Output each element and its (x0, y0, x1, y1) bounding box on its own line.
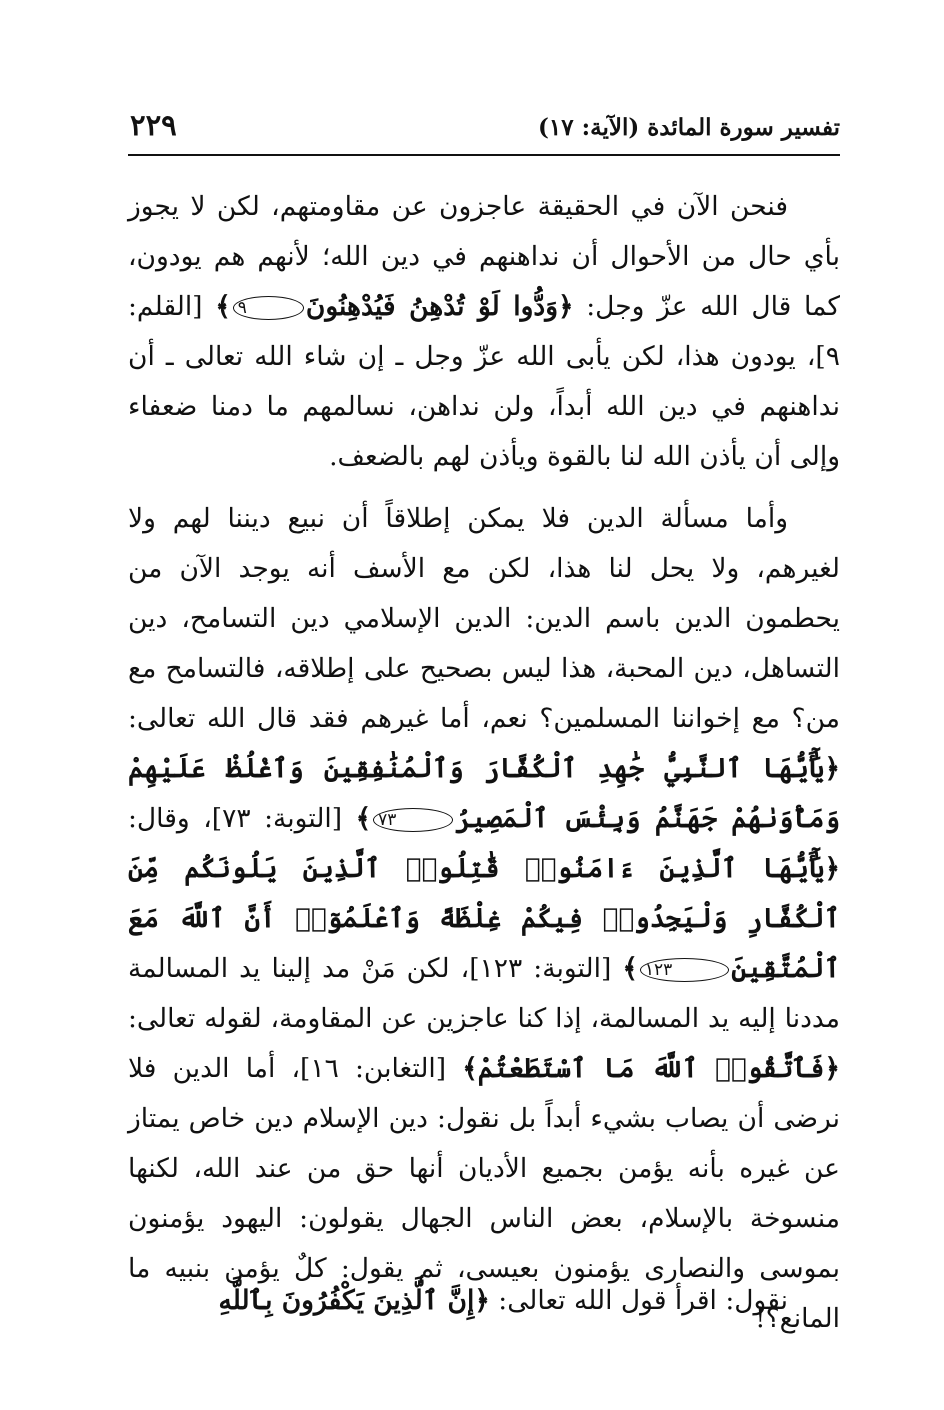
quran-quote: ﴿إِنَّ ٱلَّذِينَ يَكْفُرُونَ بِٱللَّهِ (218, 1285, 490, 1316)
header-title: تفسير سورة المائدة (الآية: ١٧) (538, 114, 840, 141)
paragraph-text: [التوبة: ١٢٣]، لكن مَنْ مد إلينا يد المسالمة مددنا إليه يد المسالمة، إذا كنا عاجزين عن المقاومة، لقوله تعالى: (128, 953, 840, 1034)
paragraph-text: فنحن الآن في الحقيقة عاجزون عن مقاومتهم، لكن لا يجوز بأي حال من الأحوال أن نداهنهم في دين الله؛ لأنهم هم يودون، كما قال الله عزّ وجل: (128, 191, 841, 322)
paragraph-text: وأما مسألة الدين فلا يمكن إطلاقاً أن نبيع ديننا لهم ولا لغيرهم، ولا يحل لنا هذا، لكن مع الأسف أنه يوجد الآن من يحطمون الدين باسم الدين: الدين الإسلامي دين التسامح، دين التساهل، دين المحبة، هذا ليس بصحيح على إطلاقه، فالتسامح مع من؟ مع إخواننا المسلمين؟ نعم، أما غيرهم فقد قال الله تعالى: (128, 503, 840, 734)
quran-quote: ﴿يَٰٓأَيُّهَا ٱلنَّبِيُّ جَٰهِدِ ٱلْكُفَّارَ وَٱلْمُنَٰفِقِينَ وَٱغْلُظْ عَلَيْهِمْ وَمَأْوَىٰهُمْ جَهَنَّمُ وَبِئْسَ ٱلْمَصِيرُ (128, 753, 840, 834)
page-number: ٢٢٩ (130, 108, 177, 142)
ayah-number-marker: ٧٣ (373, 808, 453, 832)
quran-quote: ﴾ (622, 953, 638, 984)
running-header (128, 108, 840, 156)
paragraph-text: [القلم: ٩]، يودون هذا، لكن يأبى الله عزّ وجل ـ إن شاء الله تعالى ـ أن نداهنهم في دين الله أبداً، ولن نداهن، نسالمهم ما دمنا ضعفاء وإلى أن يأذن الله لنا بالقوة ويأذن لهم بالضعف. (128, 291, 840, 472)
ayah-number-marker: ٩ (233, 296, 304, 320)
quran-quote: ﴿وَدُّوا لَوْ تُدْهِنُ فَيُدْهِنُونَ (305, 291, 574, 322)
ayah-number-marker: ١٢٣ (640, 958, 729, 982)
quran-quote: ﴿يَٰٓأَيُّهَا ٱلَّذِينَ ءَامَنُوا۟ قَٰتِلُوا۟ ٱلَّذِينَ يَلُونَكُم مِّنَ ٱلْكُفَّارِ وَلْيَجِدُوا۟ فِيكُمْ غِلْظَةً وَٱعْلَمُوٓا۟ أَنَّ ٱللَّهَ مَعَ ٱلْمُتَّقِينَ (128, 853, 840, 984)
paragraph-text: نقول: اقرأ قول الله تعالى: (489, 1285, 788, 1316)
paragraph (128, 1276, 840, 1326)
paragraph-text: [التوبة: ٧٣]، وقال: (128, 803, 356, 834)
quran-quote: ﴿فَٱتَّقُوا۟ ٱللَّهَ مَا ٱسْتَطَعْتُمْ﴾ (462, 1053, 840, 1084)
paragraph (128, 182, 840, 482)
paragraph-text: [التغابن: ١٦]، أما الدين فلا نرضى أن يصاب بشيء أبداً بل نقول: دين الإسلام دين خاص يمتاز عن غيره بأنه يؤمن بجميع الأديان أنها حق من عند الله، لكنها منسوخة بالإسلام، بعض الناس الجهال يقولون: اليهود يؤمنون بموسى والنصارى يؤمنون بعيسى، ثم يقول: كلٌ يؤمن بنبيه ما المانع؟! (128, 1053, 840, 1334)
quran-quote: ﴾ (355, 803, 372, 834)
paragraph (128, 494, 840, 1344)
quran-quote: ﴾ (215, 291, 231, 322)
